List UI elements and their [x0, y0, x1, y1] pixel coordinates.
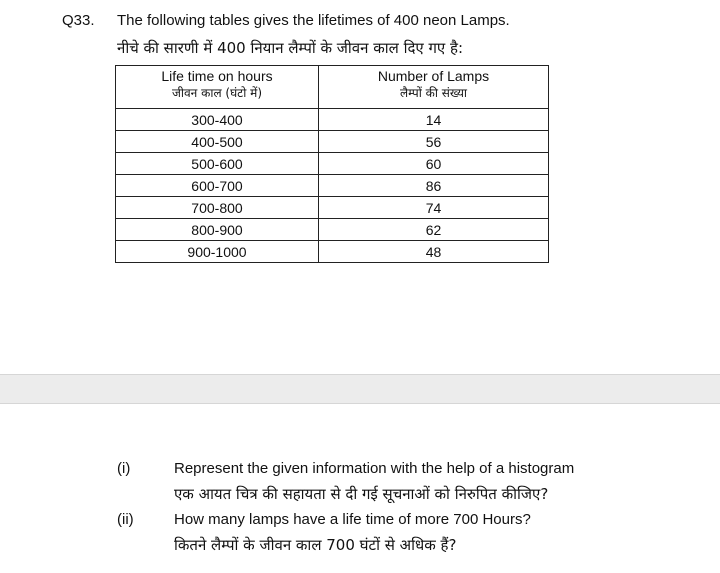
part-ii-text-hi: कितने लैम्पों के जीवन काल 700 घंटों से अधिक हैं? [174, 536, 457, 554]
interval-cell: 300-400 [116, 109, 319, 131]
count-cell: 74 [319, 197, 549, 219]
interval-cell: 500-600 [116, 153, 319, 175]
part-ii-text-en: How many lamps have a life time of more 700 Hours? [174, 511, 531, 528]
count-cell: 86 [319, 175, 549, 197]
interval-cell: 800-900 [116, 219, 319, 241]
header-lamps [319, 66, 549, 109]
count-cell: 60 [319, 153, 549, 175]
question-text-en: The following tables gives the lifetimes of 400 neon Lamps. [117, 12, 510, 29]
interval-cell: 900-1000 [116, 241, 319, 263]
page-separator [0, 374, 720, 404]
table-row [116, 219, 549, 241]
interval-cell: 400-500 [116, 131, 319, 153]
part-i-label: (i) [117, 460, 131, 477]
header-lifetime [116, 66, 319, 109]
header-lifetime-hi: जीवन काल (घंटो में) [171, 86, 263, 100]
table-row [116, 197, 549, 219]
question-text-hi: नीचे की सारणी में 400 नियान लैम्पों के जीवन काल दिए गए है: [117, 39, 464, 57]
header-lamps-hi: लैम्पों की संख्या [399, 86, 468, 100]
interval-cell: 700-800 [116, 197, 319, 219]
lifetime-table [115, 65, 549, 263]
table-row [116, 109, 549, 131]
table-header-row [116, 66, 549, 109]
header-lamps-en: Number of Lamps [377, 68, 490, 84]
count-cell: 62 [319, 219, 549, 241]
table-row [116, 175, 549, 197]
part-ii-label: (ii) [117, 511, 134, 528]
table-row [116, 241, 549, 263]
question-number: Q33. [62, 12, 95, 29]
table-row [116, 131, 549, 153]
part-i-text-hi: एक आयत चित्र की सहायता से दी गई सूचनाओं को निरुपित कीजिए? [174, 485, 549, 503]
count-cell: 56 [319, 131, 549, 153]
interval-cell: 600-700 [116, 175, 319, 197]
header-lifetime-en: Life time on hours [161, 68, 273, 84]
count-cell: 14 [319, 109, 549, 131]
table-row [116, 153, 549, 175]
count-cell: 48 [319, 241, 549, 263]
part-i-text-en: Represent the given information with the help of a histogram [174, 460, 575, 477]
